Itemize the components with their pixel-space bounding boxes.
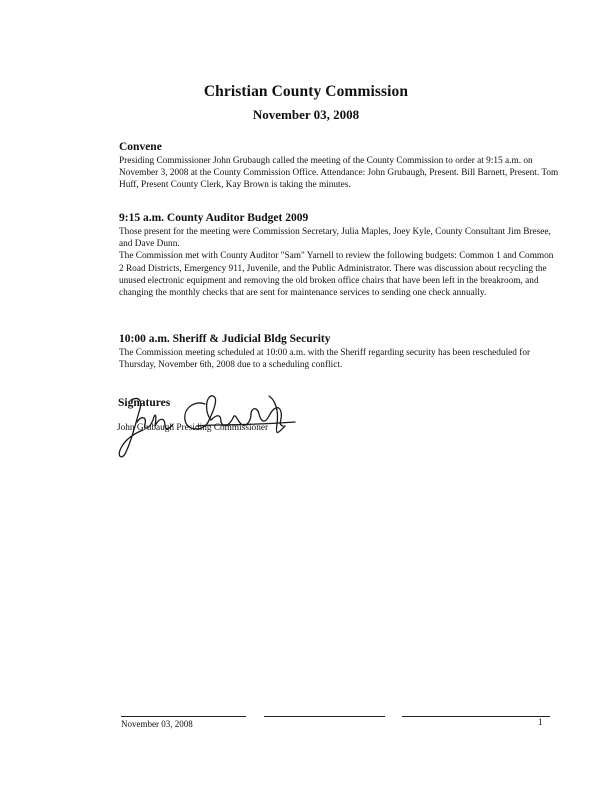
meeting-date: November 03, 2008: [252, 107, 360, 122]
signature-caption: John Grubaugh Presiding Commissioner: [117, 423, 269, 433]
section-auditor-budget: [119, 212, 559, 299]
signatures-heading: Signatures: [118, 397, 171, 409]
signature-block: [117, 390, 317, 460]
section-paragraph: Presiding Commissioner John Grubaugh called the meeting of the County Commission to order at 9:15 a.m. on November 3, 2008 at the County Commission Office. Attendance: John Grubaugh, Present. Bill Barnett, Present. Tom Huff, Present County Clerk, Kay Brown is taking the minutes.: [119, 156, 559, 191]
section-heading: 10:00 a.m. Sheriff & Judicial Bldg Security: [119, 333, 331, 345]
page-number: 1: [538, 717, 543, 727]
footer-rule: [264, 716, 385, 717]
document-title: Christian County Commission: [203, 83, 409, 100]
section-heading: Convene: [119, 141, 162, 153]
section-heading: 9:15 a.m. County Auditor Budget 2009: [119, 212, 309, 224]
handwritten-signature: [109, 390, 309, 462]
section-paragraph: The Commission met with County Auditor "Sam" Yarnell to review the following budgets: Common 1 and Common 2 Road Districts, Emergency 911, Juvenile, and the Public Administrator. There was discussion about recycling the unused electronic equipment and removing the old broken office chairs that have been left in the breakroom, and changing the monthly checks that are sent for maintenance services to sending one check annually.: [119, 251, 554, 299]
section-convene: [119, 141, 559, 192]
footer-rule: [121, 716, 246, 717]
section-paragraph: Those present for the meeting were Commission Secretary, Julia Maples, Joey Kyle, County Consultant Jim Bresee, and Dave Dunn.: [119, 227, 551, 250]
section-sheriff-security: [119, 333, 559, 371]
footer-date: November 03, 2008: [121, 719, 193, 729]
footer-rule: [402, 716, 550, 717]
section-paragraph: The Commission meeting scheduled at 10:00 a.m. with the Sheriff regarding security has been rescheduled for Thursday, November 6th, 2008 due to a scheduling conflict.: [119, 348, 531, 371]
